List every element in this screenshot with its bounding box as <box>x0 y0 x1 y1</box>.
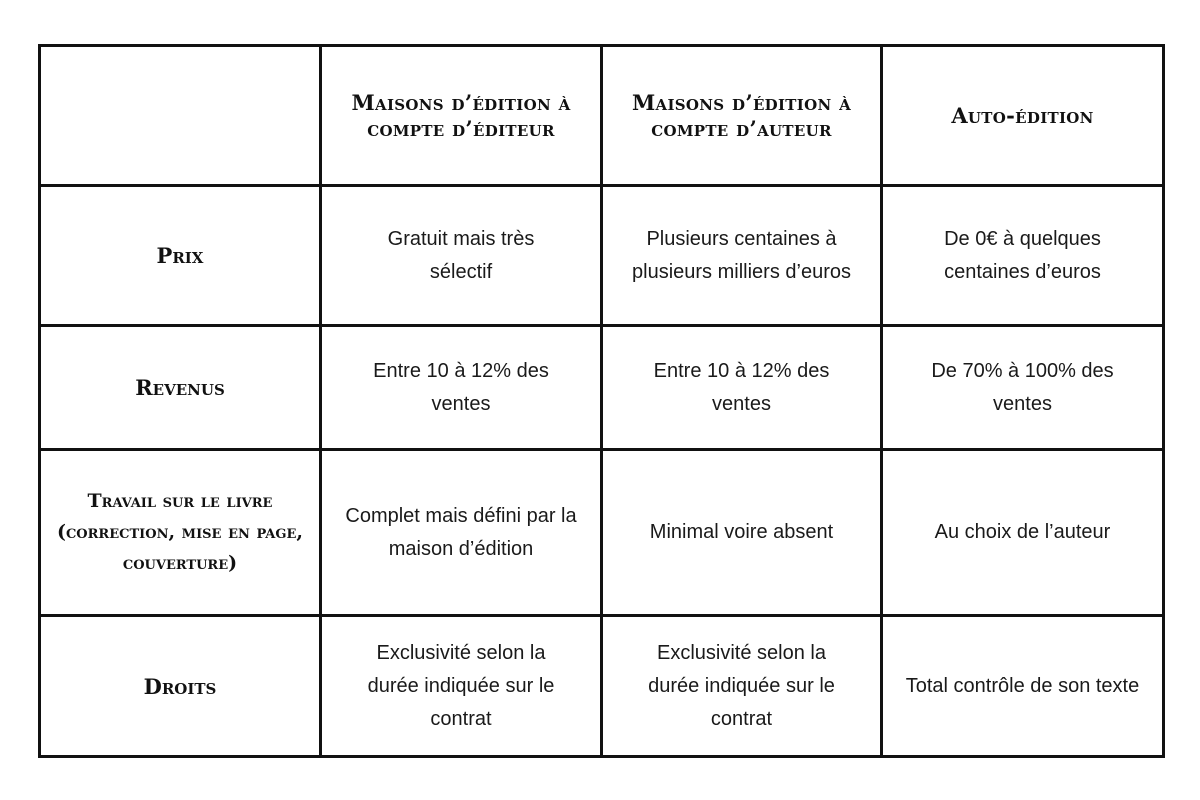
header-cell-auto-edition <box>882 46 1164 186</box>
table-cell: Complet mais défini par la maison d’édition <box>321 450 602 616</box>
header-cell-compte-editeur <box>321 46 602 186</box>
table-cell: Entre 10 à 12% des ventes <box>602 326 882 450</box>
row-label: Prix <box>156 243 204 268</box>
row-label: Revenus <box>135 375 225 400</box>
table-cell: Plusieurs centaines à plusieurs milliers d’euros <box>602 186 882 326</box>
table-row-droits <box>40 616 1164 757</box>
table-cell: Gratuit mais très sélectif <box>321 186 602 326</box>
row-label-cell <box>40 616 321 757</box>
column-header: Auto-édition <box>951 102 1094 128</box>
table-row-prix <box>40 186 1164 326</box>
table-cell: Exclusivité selon la durée indiquée sur le contrat <box>321 616 602 757</box>
table-cell: Total contrôle de son texte <box>882 616 1164 757</box>
table-cell: De 70% à 100% des ventes <box>882 326 1164 450</box>
row-label: Travail sur le livre (correction, mise en page, couverture) <box>56 490 304 574</box>
row-label-cell <box>40 186 321 326</box>
table-cell: Au choix de l’auteur <box>882 450 1164 616</box>
table-row-travail <box>40 450 1164 616</box>
header-corner-cell <box>40 46 321 186</box>
row-label: Droits <box>143 673 217 699</box>
table-cell: Entre 10 à 12% des ventes <box>321 326 602 450</box>
comparison-table <box>38 44 1165 758</box>
row-label-cell <box>40 326 321 450</box>
table-cell: Exclusivité selon la durée indiquée sur le contrat <box>602 616 882 757</box>
header-row <box>40 46 1164 186</box>
column-header: Maisons d’édition à compte d’éditeur <box>351 89 571 141</box>
table-row-revenus <box>40 326 1164 450</box>
table-cell: Minimal voire absent <box>602 450 882 616</box>
table-cell: De 0€ à quelques centaines d’euros <box>882 186 1164 326</box>
header-cell-compte-auteur <box>602 46 882 186</box>
column-header: Maisons d’édition à compte d’auteur <box>631 89 852 141</box>
row-label-cell <box>40 450 321 616</box>
